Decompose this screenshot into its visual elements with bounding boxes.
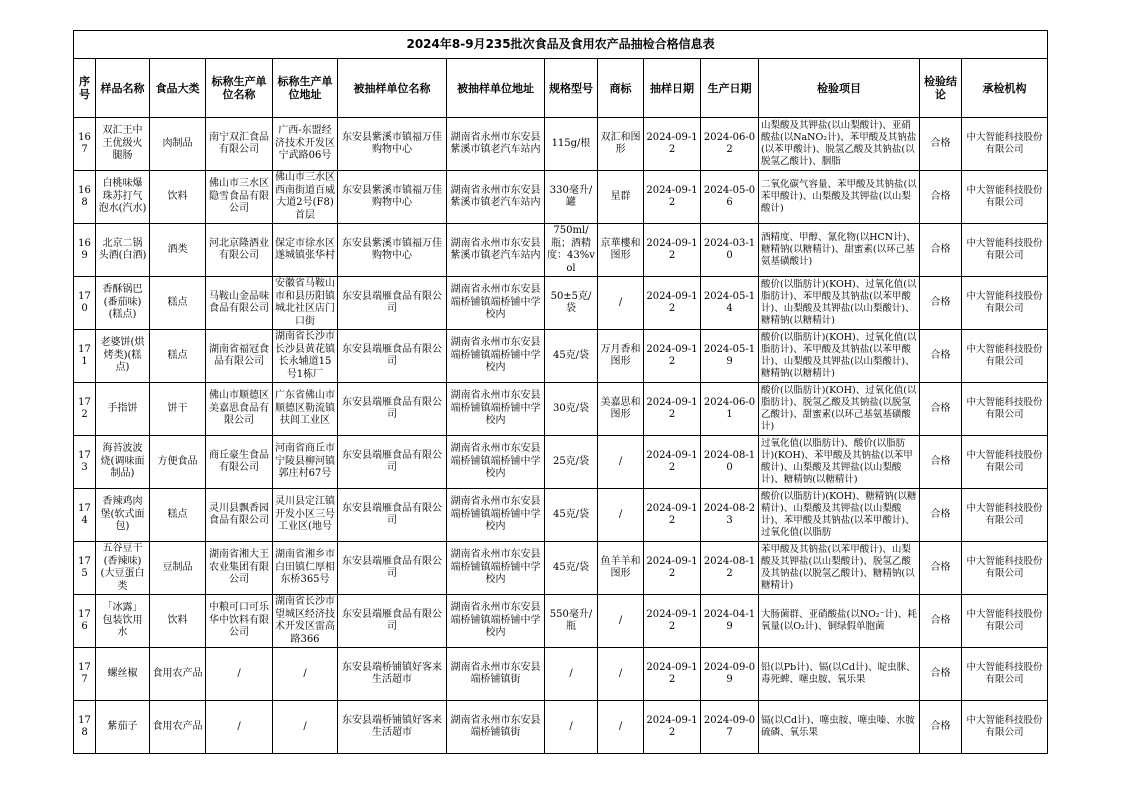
cell-sample-name: 螺丝椒 [96, 648, 150, 701]
cell-test-items: 苯甲酸及其钠盐(以苯甲酸计)、山梨酸及其钾盐(以山梨酸计)、脱氢乙酸及其钠盐(以脱氢乙酸计)、糖精钠(以糖精计) [759, 542, 920, 595]
cell-production-date: 2024-05-14 [701, 277, 759, 330]
header-test-items: 检验项目 [759, 59, 920, 118]
cell-production-date: 2024-09-07 [701, 701, 759, 754]
cell-testing-org: 中大智能科技股份有限公司 [962, 383, 1048, 436]
cell-brand: / [598, 436, 644, 489]
cell-index: 171 [74, 330, 96, 383]
cell-index: 176 [74, 595, 96, 648]
cell-producer-address: 河南省商丘市宁陵县柳河镇郭庄村67号 [273, 436, 338, 489]
table-row [74, 595, 1048, 648]
cell-spec: 115g/根 [545, 118, 598, 171]
cell-producer-address: 保定市徐水区遂城镇张华村 [273, 224, 338, 277]
cell-sampled-unit-name: 东安县端雁食品有限公司 [338, 489, 447, 542]
cell-sample-name: 香辣鸡肉堡(软式面包) [96, 489, 150, 542]
cell-production-date: 2024-08-12 [701, 542, 759, 595]
cell-brand: 京華樓和图形 [598, 224, 644, 277]
cell-spec: 330毫升/罐 [545, 171, 598, 224]
cell-testing-org: 中大智能科技股份有限公司 [962, 277, 1048, 330]
cell-test-items: 镉(以Cd计)、噻虫胺、噻虫嗪、水胺硫磷、氧乐果 [759, 701, 920, 754]
header-food-category: 食品大类 [150, 59, 206, 118]
cell-sampling-date: 2024-09-12 [644, 171, 701, 224]
cell-test-items: 铅(以Pb计)、镉(以Cd计)、啶虫脒、毒死蜱、噻虫胺、氧乐果 [759, 648, 920, 701]
table-row [74, 436, 1048, 489]
cell-sampled-unit-address: 湖南省永州市东安县端桥铺镇街 [447, 701, 545, 754]
cell-sampled-unit-address: 湖南省永州市东安县紫溪市镇老汽车站内 [447, 224, 545, 277]
cell-food-category: 饮料 [150, 171, 206, 224]
table-row [74, 330, 1048, 383]
cell-sampled-unit-address: 湖南省永州市东安县端桥铺镇街 [447, 648, 545, 701]
cell-producer-name: / [206, 701, 273, 754]
cell-test-items: 酸价(以脂肪计)(KOH)、过氧化值(以脂肪计)、苯甲酸及其钠盐(以苯甲酸计)、山梨酸及其钾盐(以山梨酸计)、糖精钠(以糖精计) [759, 277, 920, 330]
cell-sampled-unit-name: 东安县紫溪市镇福万佳购物中心 [338, 224, 447, 277]
cell-spec: 25克/袋 [545, 436, 598, 489]
cell-producer-name: 佛山市三水区隐雪食品有限公司 [206, 171, 273, 224]
table-row [74, 383, 1048, 436]
cell-production-date: 2024-06-01 [701, 383, 759, 436]
table-row [74, 277, 1048, 330]
cell-food-category: 食用农产品 [150, 701, 206, 754]
table-row [74, 171, 1048, 224]
cell-testing-org: 中大智能科技股份有限公司 [962, 171, 1048, 224]
cell-index: 173 [74, 436, 96, 489]
table-row [74, 701, 1048, 754]
cell-food-category: 饼干 [150, 383, 206, 436]
cell-brand: 鱼羊羊和图形 [598, 542, 644, 595]
cell-conclusion: 合格 [920, 171, 962, 224]
cell-production-date: 2024-05-19 [701, 330, 759, 383]
cell-test-items: 过氧化值(以脂肪计)、酸价(以脂肪计)(KOH)、苯甲酸及其钠盐(以苯甲酸计)、山梨酸及其钾盐(以山梨酸计)、糖精钠(以糖精计) [759, 436, 920, 489]
header-brand: 商标 [598, 59, 644, 118]
cell-brand: / [598, 277, 644, 330]
cell-brand: / [598, 648, 644, 701]
cell-production-date: 2024-06-02 [701, 118, 759, 171]
cell-producer-name: / [206, 648, 273, 701]
header-conclusion: 检验结论 [920, 59, 962, 118]
cell-producer-address: 广东省佛山市顺德区勒流镇扶闾工业区 [273, 383, 338, 436]
cell-sample-name: 北京二锅头酒(白酒) [96, 224, 150, 277]
cell-brand: / [598, 595, 644, 648]
cell-test-items: 酒精度、甲醇、氰化物(以HCN计)、糖精钠(以糖精计)、甜蜜素(以环己基氨基磺酸计) [759, 224, 920, 277]
cell-sample-name: 手指饼 [96, 383, 150, 436]
cell-sampling-date: 2024-09-12 [644, 277, 701, 330]
cell-spec: 550毫升/瓶 [545, 595, 598, 648]
cell-sampled-unit-address: 湖南省永州市东安县端桥铺镇端桥铺中学校内 [447, 595, 545, 648]
cell-sampled-unit-name: 东安县端桥铺镇好客来生活超市 [338, 701, 447, 754]
cell-test-items: 酸价(以脂肪计)(KOH)、糖精钠(以糖精计)、山梨酸及其钾盐(以山梨酸计)、苯甲酸及其钠盐(以苯甲酸计)、过氧化值(以脂肪 [759, 489, 920, 542]
cell-sampled-unit-name: 东安县端雁食品有限公司 [338, 330, 447, 383]
cell-conclusion: 合格 [920, 542, 962, 595]
cell-sampled-unit-name: 东安县端桥铺镇好客来生活超市 [338, 648, 447, 701]
cell-spec: 750ml/瓶；酒精度：43%vol [545, 224, 598, 277]
cell-sampled-unit-name: 东安县紫溪市镇福万佳购物中心 [338, 171, 447, 224]
cell-producer-address: 湖南省长沙市望城区经济技术开发区雷高路366 [273, 595, 338, 648]
cell-producer-address: 安徽省马鞍山市和县历阳镇城北社区店门口街 [273, 277, 338, 330]
cell-sampling-date: 2024-09-12 [644, 436, 701, 489]
cell-sample-name: 白桃味爆珠苏打气泡水(汽水) [96, 171, 150, 224]
cell-food-category: 食用农产品 [150, 648, 206, 701]
cell-producer-name: 马鞍山金品味食品有限公司 [206, 277, 273, 330]
cell-sampled-unit-name: 东安县端雁食品有限公司 [338, 595, 447, 648]
cell-producer-address: 湖南省湘乡市白田镇仁厚相东桥365号 [273, 542, 338, 595]
cell-sample-name: 海苔波波烧(调味面制品) [96, 436, 150, 489]
cell-index: 172 [74, 383, 96, 436]
header-sample-name: 样品名称 [96, 59, 150, 118]
cell-producer-address: 灵川县定江镇开发小区三号工业区(地号 [273, 489, 338, 542]
cell-test-items: 二氧化碳气容量、苯甲酸及其钠盐(以苯甲酸计)、山梨酸及其钾盐(以山梨酸计) [759, 171, 920, 224]
cell-producer-name: 佛山市顺德区美嘉思食品有限公司 [206, 383, 273, 436]
header-sampling-date: 抽样日期 [644, 59, 701, 118]
cell-spec: 45克/袋 [545, 330, 598, 383]
cell-sampling-date: 2024-09-12 [644, 489, 701, 542]
cell-testing-org: 中大智能科技股份有限公司 [962, 595, 1048, 648]
header-sampled-unit-name: 被抽样单位名称 [338, 59, 447, 118]
cell-brand: / [598, 489, 644, 542]
cell-sample-name: 双汇王中王优级火腿肠 [96, 118, 150, 171]
cell-sampling-date: 2024-09-12 [644, 383, 701, 436]
cell-producer-name: 中粮可口可乐华中饮料有限公司 [206, 595, 273, 648]
cell-testing-org: 中大智能科技股份有限公司 [962, 648, 1048, 701]
cell-brand: / [598, 701, 644, 754]
cell-sampled-unit-address: 湖南省永州市东安县端桥铺镇端桥铺中学校内 [447, 330, 545, 383]
cell-sampled-unit-address: 湖南省永州市东安县端桥铺镇端桥铺中学校内 [447, 489, 545, 542]
cell-brand: 万月香和图形 [598, 330, 644, 383]
cell-conclusion: 合格 [920, 436, 962, 489]
cell-spec: 45克/袋 [545, 489, 598, 542]
cell-producer-name: 南宁双汇食品有限公司 [206, 118, 273, 171]
cell-producer-address: / [273, 701, 338, 754]
cell-producer-address: 佛山市三水区西南街道百威大道2号(F8)首层 [273, 171, 338, 224]
table-row [74, 542, 1048, 595]
cell-sampling-date: 2024-09-12 [644, 648, 701, 701]
cell-testing-org: 中大智能科技股份有限公司 [962, 436, 1048, 489]
cell-index: 168 [74, 171, 96, 224]
cell-brand: 美嘉思和图形 [598, 383, 644, 436]
cell-sampled-unit-name: 东安县端雁食品有限公司 [338, 542, 447, 595]
inspection-table [73, 30, 1048, 754]
header-production-date: 生产日期 [701, 59, 759, 118]
cell-food-category: 饮料 [150, 595, 206, 648]
cell-sample-name: 香酥锅巴(番茄味)(糕点) [96, 277, 150, 330]
header-row [74, 59, 1048, 118]
cell-food-category: 糕点 [150, 489, 206, 542]
cell-brand: 双汇和图形 [598, 118, 644, 171]
cell-spec: 45克/袋 [545, 542, 598, 595]
cell-sampling-date: 2024-09-12 [644, 330, 701, 383]
cell-conclusion: 合格 [920, 277, 962, 330]
cell-producer-name: 湖南省湘大王农业集团有限公司 [206, 542, 273, 595]
cell-production-date: 2024-08-23 [701, 489, 759, 542]
cell-index: 177 [74, 648, 96, 701]
cell-sample-name: 五谷豆干(香辣味)(大豆蛋白类 [96, 542, 150, 595]
cell-sampling-date: 2024-09-12 [644, 542, 701, 595]
header-index: 序号 [74, 59, 96, 118]
cell-producer-name: 商丘豪生食品有限公司 [206, 436, 273, 489]
cell-sampled-unit-name: 东安县紫溪市镇福万佳购物中心 [338, 118, 447, 171]
cell-conclusion: 合格 [920, 224, 962, 277]
cell-conclusion: 合格 [920, 648, 962, 701]
table-row [74, 118, 1048, 171]
table-title: 2024年8-9月235批次食品及食用农产品抽检合格信息表 [74, 31, 1048, 59]
cell-sampled-unit-name: 东安县端雁食品有限公司 [338, 383, 447, 436]
cell-sampling-date: 2024-09-12 [644, 595, 701, 648]
cell-index: 170 [74, 277, 96, 330]
cell-brand: 星群 [598, 171, 644, 224]
cell-sampled-unit-name: 东安县端雁食品有限公司 [338, 277, 447, 330]
cell-index: 178 [74, 701, 96, 754]
cell-index: 175 [74, 542, 96, 595]
header-producer-address: 标称生产单位地址 [273, 59, 338, 118]
cell-food-category: 肉制品 [150, 118, 206, 171]
cell-sampling-date: 2024-09-12 [644, 224, 701, 277]
table-body [74, 118, 1048, 754]
cell-production-date: 2024-08-10 [701, 436, 759, 489]
cell-sampled-unit-name: 东安县端雁食品有限公司 [338, 436, 447, 489]
cell-index: 174 [74, 489, 96, 542]
cell-conclusion: 合格 [920, 701, 962, 754]
cell-spec: / [545, 648, 598, 701]
header-sampled-unit-address: 被抽样单位地址 [447, 59, 545, 118]
cell-sampling-date: 2024-09-12 [644, 701, 701, 754]
cell-production-date: 2024-05-06 [701, 171, 759, 224]
cell-index: 167 [74, 118, 96, 171]
cell-food-category: 豆制品 [150, 542, 206, 595]
cell-conclusion: 合格 [920, 489, 962, 542]
cell-sample-name: 「冰露」包装饮用水 [96, 595, 150, 648]
cell-sampled-unit-address: 湖南省永州市东安县端桥铺镇端桥铺中学校内 [447, 383, 545, 436]
cell-testing-org: 中大智能科技股份有限公司 [962, 489, 1048, 542]
cell-spec: 30克/袋 [545, 383, 598, 436]
table-row [74, 648, 1048, 701]
cell-testing-org: 中大智能科技股份有限公司 [962, 224, 1048, 277]
cell-producer-name: 河北京隆酒业有限公司 [206, 224, 273, 277]
cell-conclusion: 合格 [920, 383, 962, 436]
cell-sampled-unit-address: 湖南省永州市东安县端桥铺镇端桥铺中学校内 [447, 542, 545, 595]
table-row [74, 489, 1048, 542]
cell-producer-address: / [273, 648, 338, 701]
cell-food-category: 方便食品 [150, 436, 206, 489]
cell-producer-address: 湖南省长沙市长沙县黄花镇长永辅道15号1栋厂 [273, 330, 338, 383]
cell-conclusion: 合格 [920, 330, 962, 383]
cell-testing-org: 中大智能科技股份有限公司 [962, 542, 1048, 595]
cell-producer-address: 广西-东盟经济技术开发区宁武路06号 [273, 118, 338, 171]
cell-producer-name: 灵川县飘香园食品有限公司 [206, 489, 273, 542]
table-row [74, 224, 1048, 277]
cell-producer-name: 湖南省福冠食品有限公司 [206, 330, 273, 383]
cell-testing-org: 中大智能科技股份有限公司 [962, 701, 1048, 754]
cell-sample-name: 老婆饼(烘烤类)(糕点) [96, 330, 150, 383]
cell-test-items: 酸价(以脂肪计)(KOH)、过氧化值(以脂肪计)、脱氢乙酸及其钠盐(以脱氢乙酸计)、甜蜜素(以环己基氨基磺酸计) [759, 383, 920, 436]
cell-food-category: 糕点 [150, 277, 206, 330]
cell-food-category: 酒类 [150, 224, 206, 277]
cell-conclusion: 合格 [920, 118, 962, 171]
cell-food-category: 糕点 [150, 330, 206, 383]
cell-sampled-unit-address: 湖南省永州市东安县端桥铺镇端桥铺中学校内 [447, 277, 545, 330]
header-spec: 规格型号 [545, 59, 598, 118]
cell-test-items: 大肠菌群、亚硝酸盐(以NO₂⁻计)、耗氧量(以O₂计)、铜绿假单胞菌 [759, 595, 920, 648]
cell-spec: / [545, 701, 598, 754]
cell-sampled-unit-address: 湖南省永州市东安县端桥铺镇端桥铺中学校内 [447, 436, 545, 489]
cell-production-date: 2024-03-10 [701, 224, 759, 277]
header-testing-org: 承检机构 [962, 59, 1048, 118]
cell-test-items: 酸价(以脂肪计)(KOH)、过氧化值(以脂肪计)、苯甲酸及其钠盐(以苯甲酸计)、山梨酸及其钾盐(以山梨酸计)、糖精钠(以糖精计) [759, 330, 920, 383]
cell-testing-org: 中大智能科技股份有限公司 [962, 118, 1048, 171]
cell-index: 169 [74, 224, 96, 277]
header-producer-name: 标称生产单位名称 [206, 59, 273, 118]
cell-sample-name: 紫茄子 [96, 701, 150, 754]
cell-production-date: 2024-09-09 [701, 648, 759, 701]
cell-testing-org: 中大智能科技股份有限公司 [962, 330, 1048, 383]
cell-production-date: 2024-04-19 [701, 595, 759, 648]
cell-sampling-date: 2024-09-12 [644, 118, 701, 171]
cell-spec: 50±5克/袋 [545, 277, 598, 330]
cell-sampled-unit-address: 湖南省永州市东安县紫溪市镇老汽车站内 [447, 118, 545, 171]
cell-conclusion: 合格 [920, 595, 962, 648]
cell-sampled-unit-address: 湖南省永州市东安县紫溪市镇老汽车站内 [447, 171, 545, 224]
cell-test-items: 山梨酸及其钾盐(以山梨酸计)、亚硝酸盐(以NaNO₂计)、苯甲酸及其钠盐(以苯甲酸计)、脱氢乙酸及其钠盐(以脱氢乙酸计)、胭脂 [759, 118, 920, 171]
